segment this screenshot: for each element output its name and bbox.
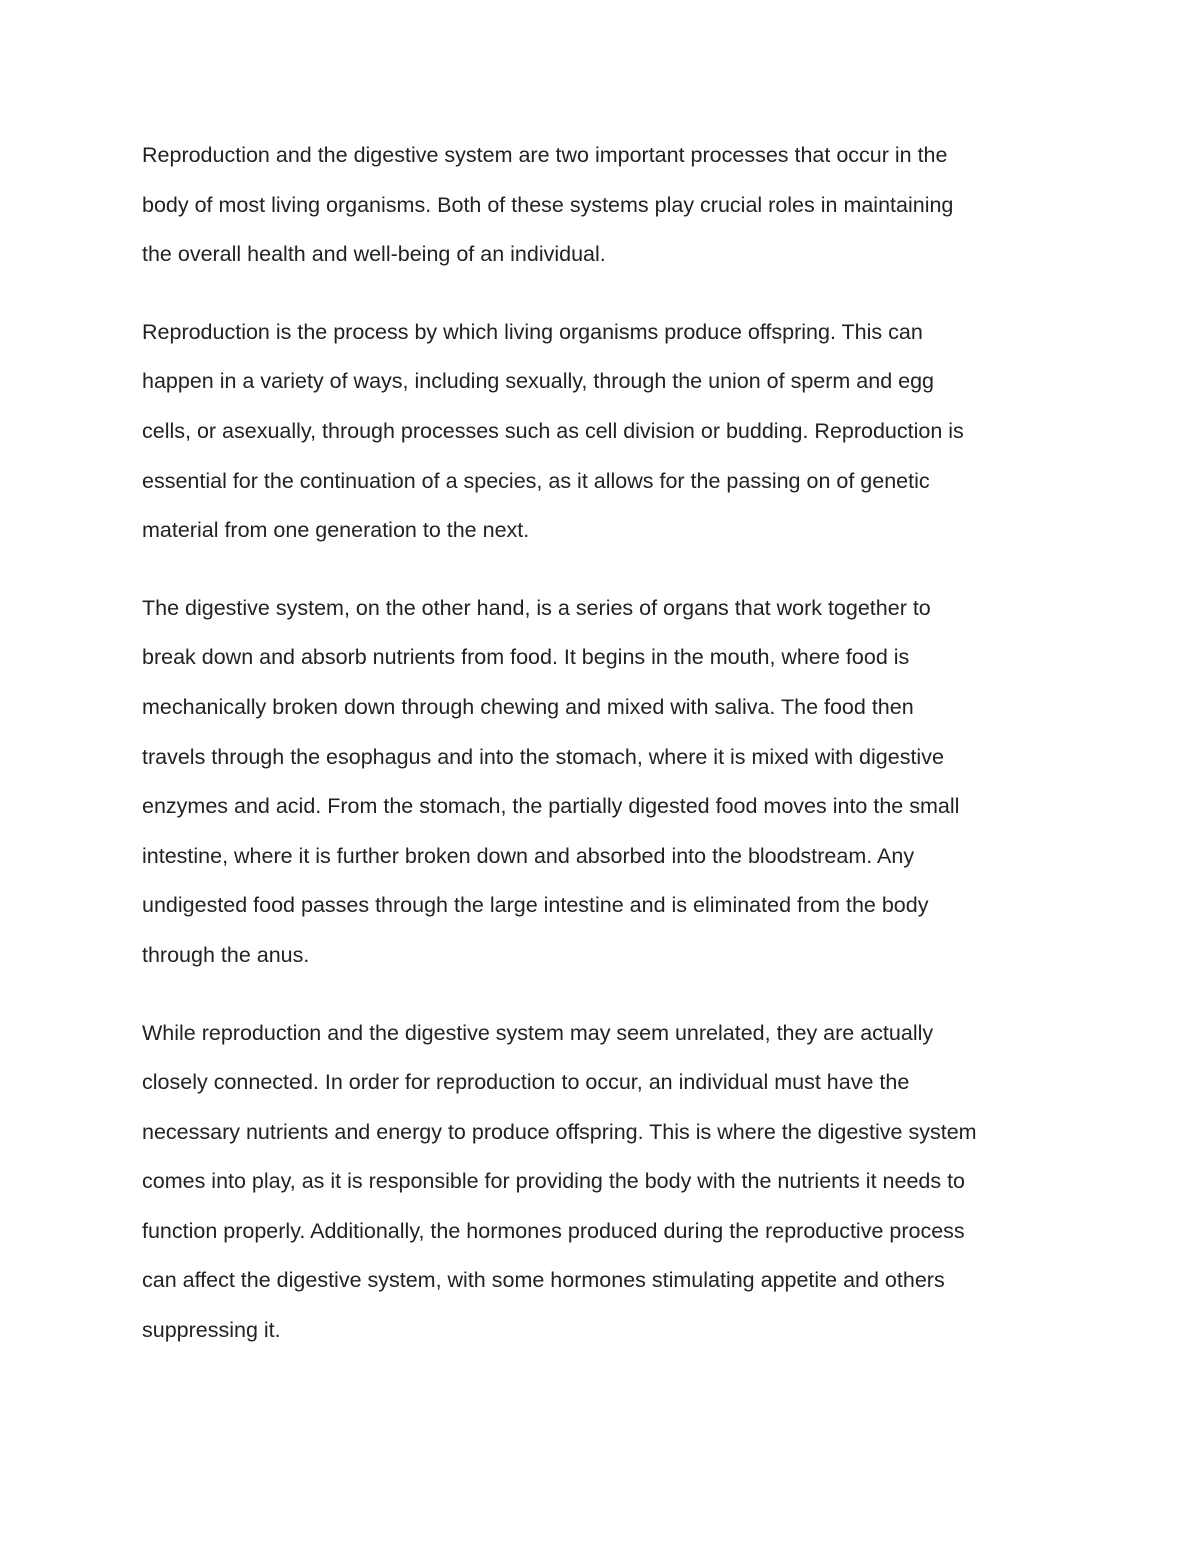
paragraph-2 bbox=[142, 308, 1072, 556]
text-line: intestine, where it is further broken down and absorbed into the bloodstream. Any bbox=[142, 843, 915, 868]
text-line: travels through the esophagus and into the stomach, where it is mixed with digestive bbox=[142, 744, 944, 769]
text-line: suppressing it. bbox=[142, 1318, 281, 1343]
text-line: function properly. Additionally, the hormones produced during the reproductive process bbox=[142, 1218, 965, 1243]
text-line: cells, or asexually, through processes such as cell division or budding. Reproduction is bbox=[142, 418, 964, 443]
text-line: Reproduction is the process by which living organisms produce offspring. This can bbox=[142, 319, 923, 344]
text-line: break down and absorb nutrients from food. It begins in the mouth, where food is bbox=[142, 645, 910, 670]
document-body bbox=[142, 131, 1072, 1356]
text-line: essential for the continuation of a species, as it allows for the passing on of genetic bbox=[142, 468, 930, 493]
paragraph-spacer bbox=[142, 981, 1072, 1009]
text-line: necessary nutrients and energy to produce offspring. This is where the digestive system bbox=[142, 1119, 977, 1144]
text-line: The digestive system, on the other hand, is a series of organs that work together to bbox=[142, 595, 931, 620]
paragraph-spacer bbox=[142, 280, 1072, 308]
text-line: undigested food passes through the large intestine and is eliminated from the body bbox=[142, 893, 929, 918]
text-line: the overall health and well-being of an individual. bbox=[142, 242, 606, 267]
text-line: through the anus. bbox=[142, 942, 310, 967]
text-line: can affect the digestive system, with some hormones stimulating appetite and others bbox=[142, 1268, 945, 1293]
text-line: comes into play, as it is responsible for providing the body with the nutrients it needs to bbox=[142, 1169, 966, 1194]
text-line: happen in a variety of ways, including sexually, through the union of sperm and egg bbox=[142, 369, 935, 394]
text-line: closely connected. In order for reproduction to occur, an individual must have the bbox=[142, 1070, 910, 1095]
text-line: Reproduction and the digestive system are two important processes that occur in the bbox=[142, 143, 948, 167]
paragraph-4 bbox=[142, 1009, 1072, 1356]
text-line: enzymes and acid. From the stomach, the partially digested food moves into the small bbox=[142, 794, 960, 819]
paragraph-spacer bbox=[142, 556, 1072, 584]
text-line: body of most living organisms. Both of these systems play crucial roles in maintaining bbox=[142, 192, 954, 217]
text-line: mechanically broken down through chewing and mixed with saliva. The food then bbox=[142, 694, 914, 719]
paragraph-3 bbox=[142, 584, 1072, 981]
text-line: material from one generation to the next. bbox=[142, 518, 530, 543]
text-line: While reproduction and the digestive system may seem unrelated, they are actually bbox=[142, 1020, 934, 1045]
paragraph-1 bbox=[142, 131, 1072, 280]
